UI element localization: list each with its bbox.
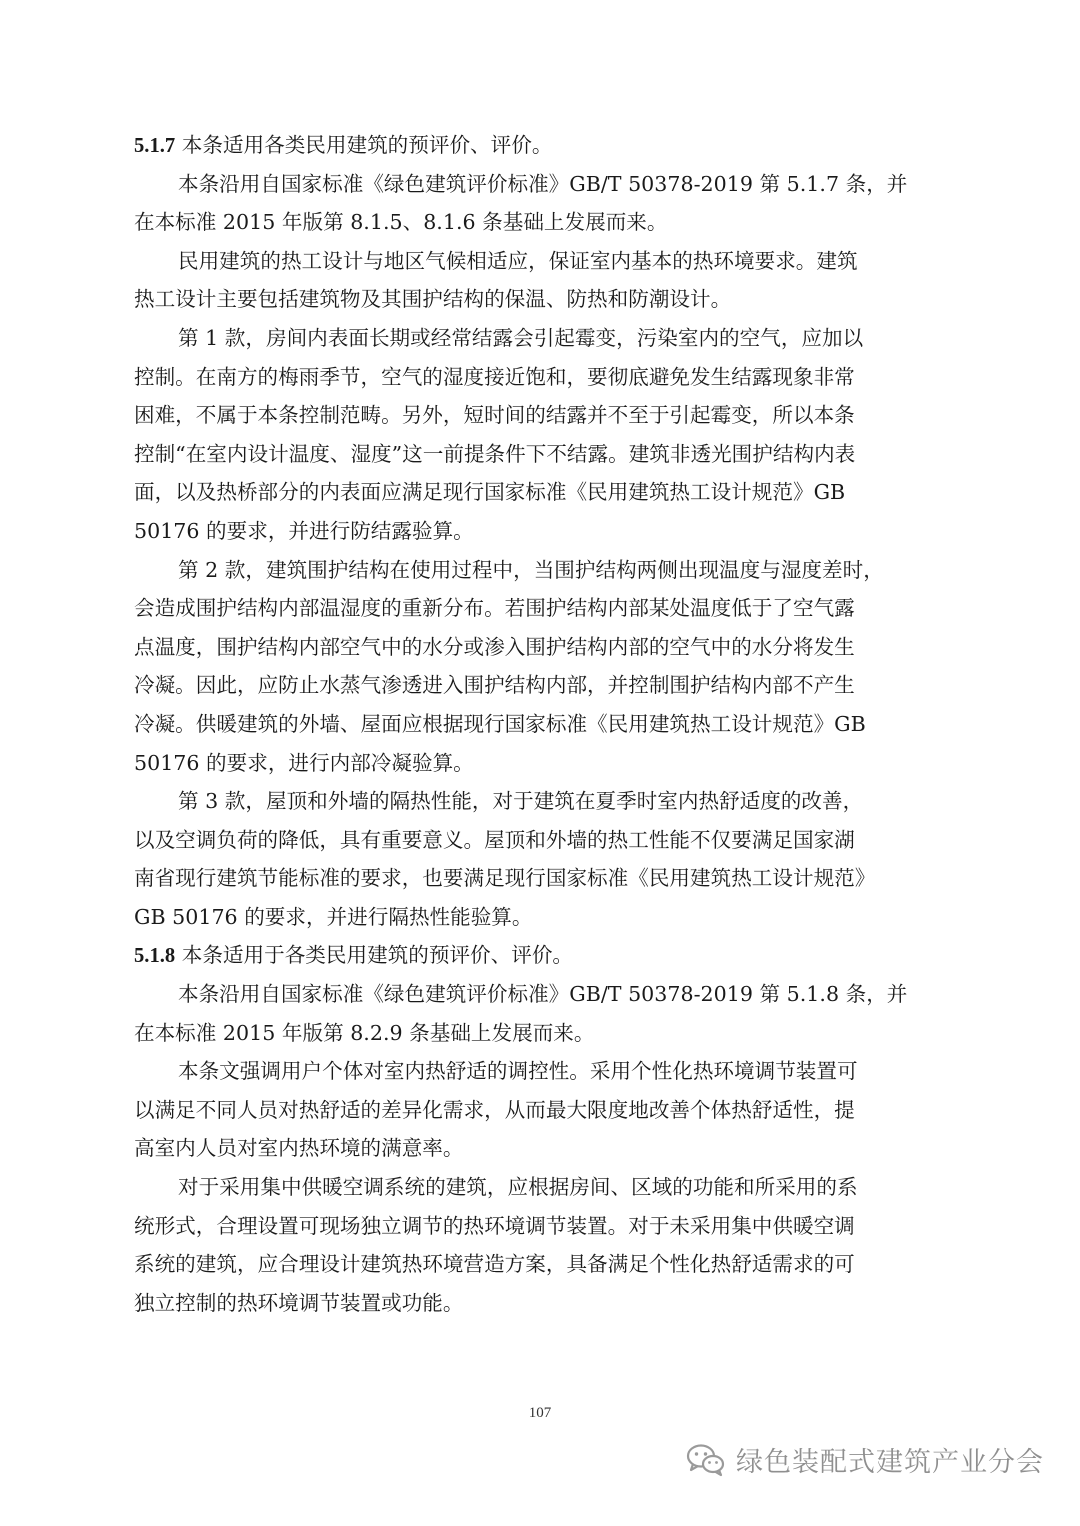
- text-line: 系统的建筑，应合理设计建筑热环境营造方案，具备满足个性化热舒适需求的可: [134, 1252, 855, 1277]
- text-line: 冷凝。因此，应防止水蒸气渗透进入围护结构内部，并控制围护结构内部不产生: [134, 673, 855, 698]
- text-line: 困难，不属于本条控制范畴。另外，短时间的结露并不至于引起霉变，所以本条: [134, 403, 855, 428]
- text-line: GB 50176 的要求，并进行隔热性能验算。: [134, 904, 533, 929]
- clause-heading-text: 本条适用各类民用建筑的预评价、评价。: [175, 133, 553, 157]
- text-line: 统形式，合理设置可现场独立调节的热环境调节装置。对于未采用集中供暖空调: [134, 1213, 855, 1238]
- document-body: [134, 126, 950, 1322]
- text-line: 本条文强调用户个体对室内热舒适的调控性。采用个性化热环境调节装置可: [178, 1059, 858, 1084]
- text-line: 本条沿用自国家标准《绿色建筑评价标准》GB/T 50378-2019 第 5.1.8 条，并: [178, 982, 908, 1007]
- clause-heading: [134, 936, 950, 975]
- text-line: 第 2 款，建筑围护结构在使用过程中，当围护结构两侧出现温度与湿度差时，: [178, 557, 884, 582]
- text-line: 南省现行建筑节能标准的要求，也要满足现行国家标准《民用建筑热工设计规范》: [134, 866, 876, 891]
- text-line: 热工设计主要包括建筑物及其围护结构的保温、防热和防潮设计。: [134, 287, 732, 312]
- text-line: 50176 的要求，并进行防结露验算。: [134, 518, 474, 543]
- clause-number: 5.1.7: [134, 135, 176, 157]
- clause-number: 5.1.8: [134, 945, 176, 968]
- text-line: 面，以及热桥部分的内表面应满足现行国家标准《民用建筑热工设计规范》GB: [134, 480, 846, 505]
- text-line: 以满足不同人员对热舒适的差异化需求，从而最大限度地改善个体热舒适性，提: [134, 1097, 855, 1122]
- text-line: 控制“在室内设计温度、湿度”这一前提条件下不结露。建筑非透光围护结构内表: [134, 441, 856, 466]
- text-line: 在本标准 2015 年版第 8.1.5、8.1.6 条基础上发展而来。: [134, 210, 668, 235]
- paragraph: [134, 165, 950, 242]
- text-line: 第 1 款，房间内表面长期或经常结露会引起霉变，污染室内的空气，应加以: [178, 325, 864, 350]
- text-line: 第 3 款，屋顶和外墙的隔热性能，对于建筑在夏季时室内热舒适度的改善，: [178, 789, 864, 814]
- text-line: 在本标准 2015 年版第 8.2.9 条基础上发展而来。: [134, 1020, 595, 1045]
- paragraph: [134, 782, 950, 936]
- paragraph: [134, 1052, 950, 1168]
- text-line: 50176 的要求，进行内部冷凝验算。: [134, 750, 474, 775]
- text-line: 独立控制的热环境调节装置或功能。: [134, 1290, 464, 1315]
- clause-heading: [134, 126, 950, 165]
- text-line: 本条沿用自国家标准《绿色建筑评价标准》GB/T 50378-2019 第 5.1.7 条，并: [178, 171, 908, 196]
- watermark-text: 绿色装配式建筑产业分会: [736, 1447, 1044, 1478]
- page-number: 107: [528, 1405, 552, 1421]
- paragraph: [134, 975, 950, 1052]
- text-line: 控制。在南方的梅雨季节，空气的湿度接近饱和，要彻底避免发生结露现象非常: [134, 364, 855, 389]
- text-line: 民用建筑的热工设计与地区气候相适应，保证室内基本的热环境要求。建筑: [178, 248, 858, 273]
- paragraph: [134, 551, 950, 783]
- clause-heading-text: 本条适用于各类民用建筑的预评价、评价。: [175, 943, 574, 968]
- text-line: 会造成围护结构内部温湿度的重新分布。若围护结构内部某处温度低于了空气露: [134, 596, 855, 621]
- watermark: [686, 1440, 1044, 1479]
- text-line: 高室内人员对室内热环境的满意率。: [134, 1136, 464, 1161]
- text-line: 冷凝。供暖建筑的外墙、屋面应根据现行国家标准《民用建筑热工设计规范》GB: [134, 711, 866, 736]
- text-line: 点温度，围护结构内部空气中的水分或渗入围护结构内部的空气中的水分将发生: [134, 634, 855, 659]
- paragraph: [134, 319, 950, 551]
- wechat-icon: [686, 1443, 726, 1477]
- text-line: 对于采用集中供暖空调系统的建筑，应根据房间、区域的功能和所采用的系: [178, 1175, 858, 1200]
- text-line: 以及空调负荷的降低，具有重要意义。屋顶和外墙的热工性能不仅要满足国家湖: [134, 827, 855, 852]
- paragraph: [134, 242, 950, 319]
- paragraph: [134, 1168, 950, 1322]
